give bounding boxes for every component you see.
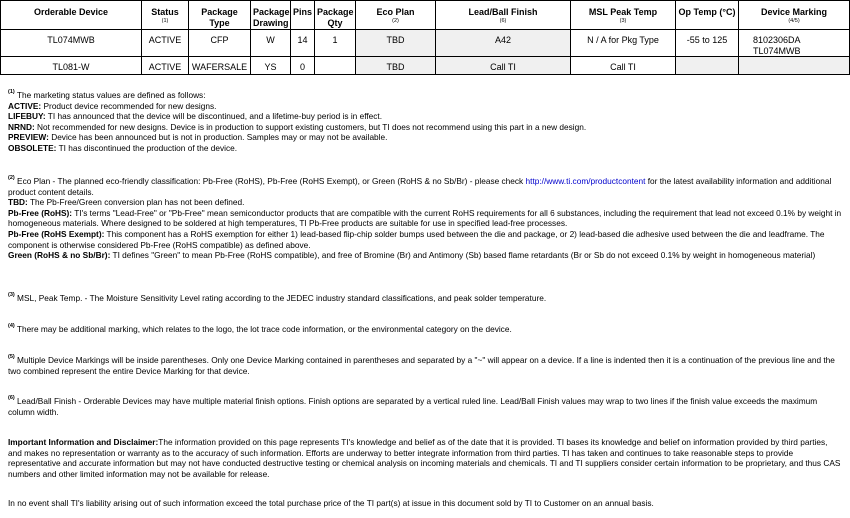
cell-package-type: CFP xyxy=(189,30,251,57)
cell-lead-finish: A42 xyxy=(436,30,571,57)
table-header-row xyxy=(1,1,850,30)
cell-device: TL074MWB xyxy=(1,30,142,57)
liability-statement: In no event shall TI's liability arising out of such information exceed the total purchase price of the TI part(s) at issue in this document sold by TI to Customer on an annual basis. xyxy=(8,498,654,508)
col-header-msl-peak-temp: MSL Peak Temp (3) xyxy=(571,1,676,30)
table-row xyxy=(1,30,850,57)
cell-package-drawing: W xyxy=(251,30,291,57)
cell-pins: 0 xyxy=(291,57,315,75)
cell-pins: 14 xyxy=(291,30,315,57)
cell-msl-peak-temp: Call TI xyxy=(571,57,676,75)
cell-package-drawing: YS xyxy=(251,57,291,75)
cell-device: TL081-W xyxy=(1,57,142,75)
col-header-eco-plan: Eco Plan (2) xyxy=(356,1,436,30)
cell-msl-peak-temp: N / A for Pkg Type xyxy=(571,30,676,57)
note-eco-plan: $^{(2)}$ Eco Plan - The planned eco-friendly classification: Pb-Free (RoHS), Pb-Free (RoHS Exempt), or Green (RoHS & no Sb/Br) - please check http://www.ti.com/productcontent for the latest availability information and additional product content details. TBD: The Pb-Free/Green conversion plan has not been defined. Pb-Free (RoHS): TI's terms "Lead-Free" or "Pb-Free" mean semiconductor products that are compatible with the current RoHS requirements for all 6 substances, including the requirement that lead not exceed 0.1% by weight in homogeneous materials. Where designed to be soldered at high temperatures, TI Pb-Free products are suitable for use in specified lead-free processes. Pb-Free (RoHS Exempt): This component has a RoHS exemption for either 1) lead-based flip-chip solder bumps used between the die and package, or 2) lead-based die adhesive used between the die and leadframe. The component is otherwise considered Pb-Free (RoHS compatible) as defined above. Green (RoHS & no Sb/Br): TI defines "Green" to mean Pb-Free (RoHS compatible), and free of Bromine (Br) and Antimony (Sb) based flame retardants (Br or Sb do not exceed 0.1% by weight in homogeneous material) xyxy=(8,175,842,261)
col-header-package-qty: Package Qty xyxy=(315,1,356,30)
cell-op-temp xyxy=(676,57,739,75)
cell-device-marking xyxy=(739,57,850,75)
cell-eco-plan: TBD xyxy=(356,30,436,57)
cell-eco-plan: TBD xyxy=(356,57,436,75)
orderable-devices-table xyxy=(0,0,850,75)
cell-status: ACTIVE xyxy=(142,30,189,57)
note-multiple-markings: $^{(5)}$ Multiple Device Markings will be inside parentheses. Only one Device Marking contained in parentheses and separated by a "~" will appear on a device. If a line is indented then it is a continuation of the previous line and the two combined represent the entire Device Marking for that device. xyxy=(8,354,835,376)
note-marketing-status: $^{(1)}$ The marketing status values are defined as follows: ACTIVE: Product device recommended for new designs. LIFEBUY: TI has announced that the device will be discontinued, and a lifetime-buy period is in effect. NRND: Not recommended for new designs. Device is in production to support existing customers, but TI does not recommend using this part in a new design. PREVIEW: Device has been announced but is not in production. Samples may or may not be available. OBSOLETE: TI has discontinued the production of the device. xyxy=(8,89,587,153)
col-header-lead-ball-finish: Lead/Ball Finish (6) xyxy=(436,1,571,30)
cell-status: ACTIVE xyxy=(142,57,189,75)
col-header-status: Status (1) xyxy=(142,1,189,30)
col-header-package-type: Package Type xyxy=(189,1,251,30)
col-header-op-temp: Op Temp (°C) xyxy=(676,1,739,30)
col-header-device-marking: Device Marking (4/5) xyxy=(739,1,850,30)
col-header-orderable-device: Orderable Device xyxy=(1,1,142,30)
table-row xyxy=(1,57,850,75)
note-lead-finish: $^{(6)}$ Lead/Ball Finish - Orderable Devices may have multiple material finish options. Finish options are separated by a vertical ruled line. Lead/Ball Finish values may wrap to two lines if the finish value exceeds the maximum column width. xyxy=(8,395,818,417)
disclaimer: Important Information and Disclaimer:The information provided on this page represents TI's knowledge and belief as of the date that it is provided. TI bases its knowledge and belief on information provided by third parties, and makes no representation or warranty as to the accuracy of such information. Efforts are underway to better integrate information from third parties. TI has taken and continues to take reasonable steps to provide representative and accurate information but may not have conducted destructive testing or chemical analysis on incoming materials and chemicals. TI and TI suppliers consider certain information to be proprietary, and thus CAS numbers and other limited information may not be available for release. xyxy=(8,437,841,479)
cell-op-temp: -55 to 125 xyxy=(676,30,739,57)
cell-package-qty: 1 xyxy=(315,30,356,57)
cell-package-type: WAFERSALE xyxy=(189,57,251,75)
productcontent-link[interactable]: http://www.ti.com/productcontent xyxy=(525,176,646,186)
col-header-pins: Pins xyxy=(291,1,315,30)
note-additional-marking: $^{(4)}$ There may be additional marking, which relates to the logo, the lot trace code information, or the environmental category on the device. xyxy=(8,323,512,334)
cell-lead-finish: Call TI xyxy=(436,57,571,75)
note-msl-peak-temp: $^{(3)}$ MSL, Peak Temp. - The Moisture Sensitivity Level rating according to the JEDEC industry standard classifications, and peak solder temperature. xyxy=(8,292,547,303)
col-header-package-drawing: Package Drawing xyxy=(251,1,291,30)
cell-device-marking: 8102306DA TL074MWB xyxy=(739,30,850,57)
cell-package-qty xyxy=(315,57,356,75)
